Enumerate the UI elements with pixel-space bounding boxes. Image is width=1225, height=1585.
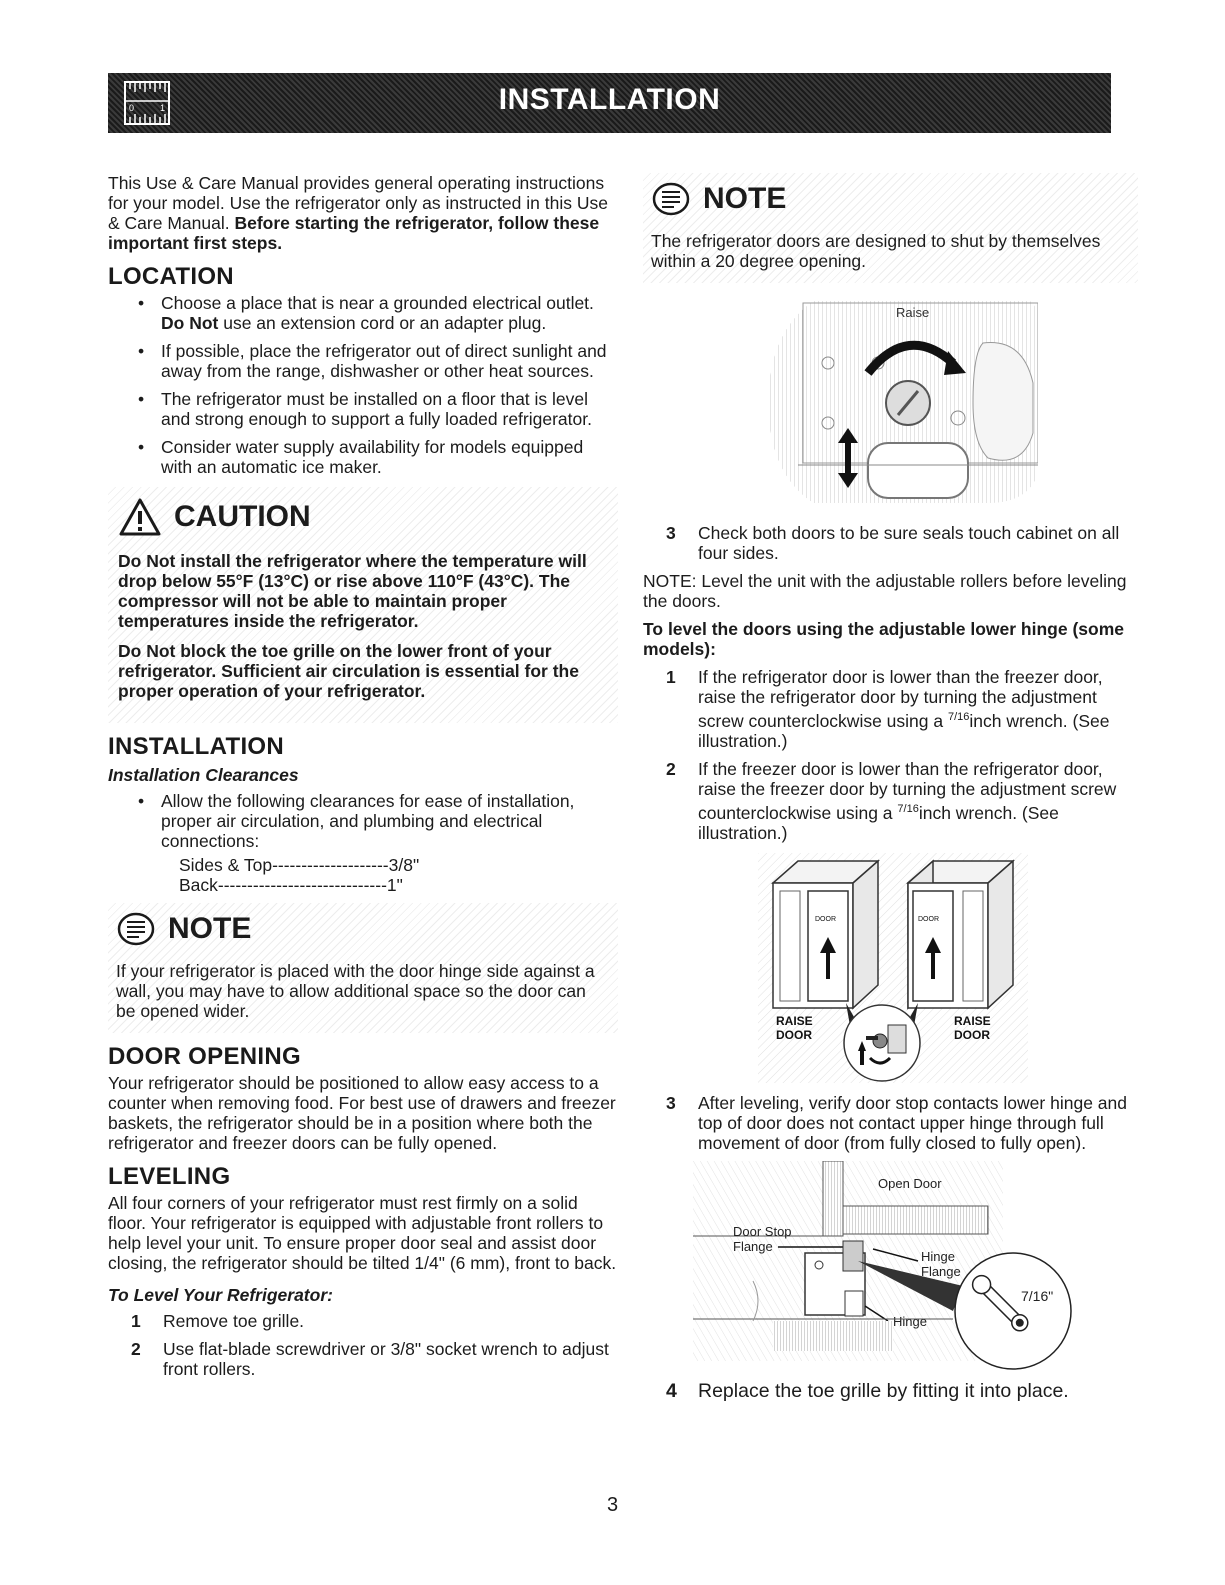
hinge-steps bbox=[643, 667, 1138, 843]
door-stop-label-1: Door Stop bbox=[733, 1223, 792, 1239]
caution-title: CAUTION bbox=[174, 500, 311, 533]
raise-door-label-right-2: DOOR bbox=[954, 1027, 990, 1042]
list-item: 1 If the refrigerator door is lower than the freezer door, raise the refrigerator door by turning the adjustment screw counterclockwise using a $^{7/16}$inch wrench. (See illustration.) bbox=[666, 667, 1110, 751]
intro-paragraph bbox=[108, 173, 618, 253]
location-heading: LOCATION bbox=[108, 263, 234, 290]
door-check-steps bbox=[643, 523, 1138, 563]
page-number: 3 bbox=[606, 1494, 619, 1516]
right-column bbox=[643, 173, 1138, 1409]
note-title: NOTE bbox=[168, 912, 252, 945]
door-label-right: DOOR bbox=[918, 915, 939, 923]
hinge-label: Hinge bbox=[893, 1313, 927, 1329]
raise-label: Raise bbox=[896, 305, 930, 320]
left-column bbox=[108, 173, 618, 1387]
list-item: • Consider water supply availability for models equipped with an automatic ice maker. bbox=[138, 437, 618, 477]
raise-door-label-left-2: DOOR bbox=[776, 1027, 812, 1042]
leveling-text: All four corners of your refrigerator must rest firmly on a solid floor. Your refrigerator is equipped with adjustable front rollers to help level your unit. To ensure proper door seal and assist door closing, the refrigerator should be tilted 1/4" (6 mm), front to back. bbox=[108, 1193, 617, 1273]
hinge-figure bbox=[693, 1161, 1093, 1371]
list-item: 4 Replace the toe grille by fitting it into place. bbox=[666, 1379, 1069, 1402]
hinge-heading: To level the doors using the adjustable lower hinge (some models): bbox=[643, 619, 1125, 659]
note-box-left bbox=[108, 903, 618, 1033]
leveling-heading: LEVELING bbox=[108, 1163, 231, 1190]
leveling-subheading: To Level Your Refrigerator: bbox=[108, 1285, 333, 1305]
list-item: 2 If the freezer door is lower than the refrigerator door, raise the freezer door by turning the adjustment screw counterclockwise using a $^{7/16}$inch wrench. (See illustration.) bbox=[666, 758, 1117, 843]
installation-heading: INSTALLATION bbox=[108, 733, 285, 760]
door-label-left: DOOR bbox=[815, 915, 836, 923]
note-text: The refrigerator doors are designed to shut by themselves within a 20 degree opening. bbox=[651, 231, 1101, 271]
door-stop-label-2: Flange bbox=[733, 1238, 773, 1254]
caution-paragraph-1: Do Not install the refrigerator where the temperature will drop below 55°F (13°C) or rise above 110°F (43°C). The compressor will not be able to maintain proper temperatures inside the refrigerator. bbox=[118, 551, 587, 631]
list-item: 2 Use flat-blade screwdriver or 3/8" socket wrench to adjust front rollers. bbox=[131, 1339, 609, 1379]
svg-text:0: 0 bbox=[129, 103, 135, 113]
note-icon bbox=[116, 911, 156, 947]
door-raise-figure bbox=[758, 853, 1028, 1083]
clearance-back: Back-----------------------------1" bbox=[179, 875, 403, 895]
list-item: 3 After leveling, verify door stop contacts lower hinge and top of door does not contact upper hinge through full movement of door (from fully closed to fully open). bbox=[666, 1092, 1127, 1153]
intro-bold-text: Before starting the refrigerator, follow these important first steps. bbox=[108, 213, 600, 253]
svg-text:1: 1 bbox=[160, 103, 166, 113]
wrench-size-label: 7/16" bbox=[1021, 1287, 1054, 1304]
list-item: • If possible, place the refrigerator out of direct sunlight and away from the range, dishwasher or other heat sources. bbox=[138, 341, 618, 381]
raise-door-label-right-1: RAISE bbox=[954, 1013, 991, 1028]
note-text: If your refrigerator is placed with the door hinge side against a wall, you may have to allow additional space so the door can be opened wider. bbox=[116, 961, 595, 1021]
list-item: • Choose a place that is near a grounded electrical outlet. Do Not use an extension cord or an adapter plug. bbox=[138, 293, 618, 333]
open-door-label: Open Door bbox=[878, 1175, 942, 1191]
raise-door-label-left-1: RAISE bbox=[776, 1013, 813, 1028]
list-item: • The refrigerator must be installed on a floor that is level and strong enough to support a fully loaded refrigerator. bbox=[138, 389, 618, 429]
roller-illustration bbox=[758, 293, 1038, 508]
list-item: • Allow the following clearances for ease of installation, proper air circulation, and plumbing and electrical connections: Sides & Top--------------------3/8" Back-----------------------------1" bbox=[138, 791, 618, 895]
final-step bbox=[643, 1381, 1138, 1401]
caution-box bbox=[108, 487, 618, 723]
note-icon bbox=[651, 181, 691, 217]
clearance-sides-top: Sides & Top--------------------3/8" bbox=[179, 855, 420, 875]
door-stop-steps bbox=[643, 1093, 1138, 1153]
installation-subheading: Installation Clearances bbox=[108, 765, 299, 785]
caution-paragraph-2: Do Not block the toe grille on the lower front of your refrigerator. Sufficient air circulation is essential for the proper operation of your refrigerator. bbox=[118, 641, 579, 701]
door-opening-heading: DOOR OPENING bbox=[108, 1043, 301, 1070]
note-title: NOTE bbox=[703, 182, 787, 215]
list-item: 3 Check both doors to be sure seals touch cabinet on all four sides. bbox=[666, 523, 1120, 563]
note-header bbox=[116, 911, 606, 947]
location-list bbox=[108, 293, 618, 477]
hinge-flange-label-2: Flange bbox=[921, 1263, 961, 1279]
note-box-right bbox=[643, 173, 1138, 283]
caution-header bbox=[118, 497, 606, 537]
roller-adjust-figure bbox=[758, 293, 1038, 513]
hinge-illustration bbox=[693, 1161, 1093, 1371]
note-header bbox=[651, 181, 1126, 217]
hinge-flange-label-1: Hinge bbox=[921, 1248, 955, 1264]
section-banner bbox=[108, 73, 1111, 133]
warning-triangle-icon bbox=[118, 497, 162, 537]
level-rollers-note: NOTE: Level the unit with the adjustable rollers before leveling the doors. bbox=[643, 571, 1127, 611]
intro-text: This Use & Care Manual provides general operating instructions for your model. Use the refrigerator only as instructed in this Use & Care Manual. bbox=[108, 173, 608, 233]
leveling-steps bbox=[108, 1311, 618, 1379]
list-item: 1 Remove toe grille. bbox=[131, 1311, 305, 1331]
doors-illustration bbox=[758, 853, 1028, 1083]
door-opening-text: Your refrigerator should be positioned to allow easy access to a counter when removing food. For best use of drawers and freezer baskets, the refrigerator should be in a position where both the refrigerator and freezer doors can be fully opened. bbox=[108, 1073, 616, 1153]
banner-title: INSTALLATION bbox=[498, 83, 721, 116]
installation-list bbox=[108, 791, 618, 895]
